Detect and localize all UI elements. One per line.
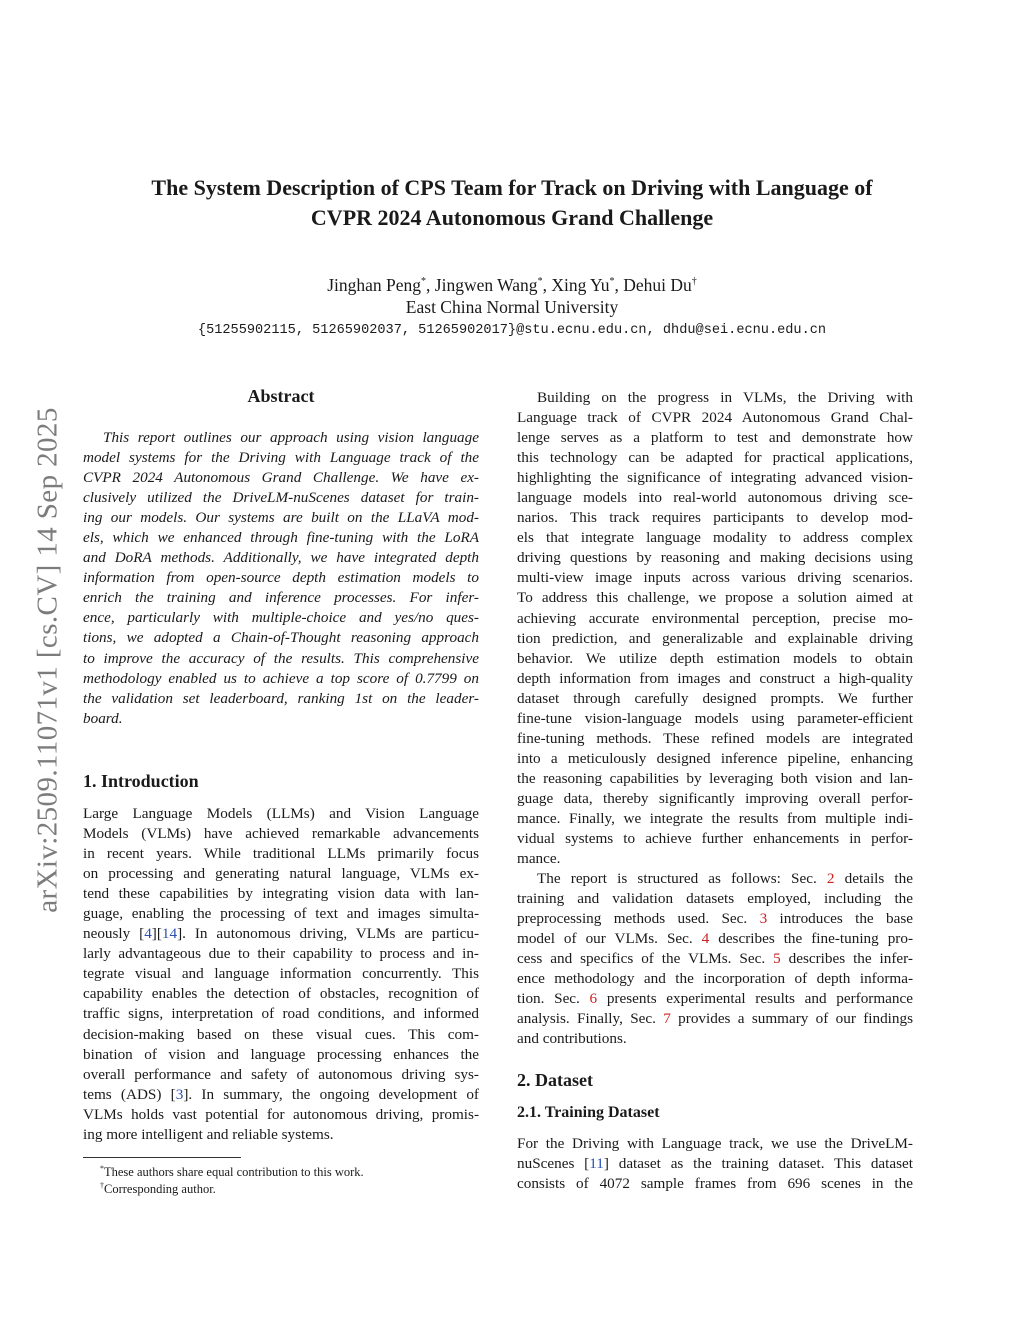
section-link[interactable]: 4 [701,930,710,948]
footnote-corresponding-author [100,1178,216,1197]
author-name: Dehui Du [623,274,692,295]
text-line: highlighting the significance of integrating advanced vision- [517,469,913,487]
text-line: traffic signs, interpretation of road conditions, and informed [83,1005,479,1023]
text-line: bination of vision and language processing enhances the [83,1045,479,1063]
text-line: Models (VLMs) have achieved remarkable advancements [83,825,479,843]
section-heading-introduction: 1. Introduction [83,771,199,791]
text-line: VLMs holds vast potential for autonomous driving, promis- [83,1105,479,1123]
text-line [517,989,913,1009]
footnote-divider [83,1157,241,1158]
author-emails: {51255902115, 51265902037, 51265902017}@stu.ecnu.edu.cn, dhdu@sei.ecnu.edu.cn [197,323,827,338]
text-line: For the Driving with Language track, we use the DriveLM- [517,1135,913,1152]
text-line: narios. This track requires participants to develop mod- [517,509,913,527]
citation-link[interactable]: 14 [161,925,178,943]
text-fragment: cess and specifics of the VLMs. Sec. [517,950,774,968]
introduction-body [83,804,479,1145]
citation-link[interactable]: 3 [175,1085,184,1103]
right-column-paragraph-2 [517,869,913,1049]
equal-contribution-mark: * [537,276,543,287]
section-link[interactable]: 7 [663,1010,671,1028]
corresponding-author-mark: † [691,276,697,287]
right-column-paragraph-1 [517,388,913,869]
text-line: the reasoning capabilities by leveraging both vision and lan- [517,769,913,787]
section-link[interactable]: 6 [589,990,598,1008]
text-line: on processing and generating natural language, VLMs ex- [83,865,479,883]
text-line: mance. Finally, we integrate the results from multiple indi- [517,809,913,827]
text-fragment: neously [ [83,925,145,943]
text-line: driving questions by reasoning and making decisions using [517,549,913,567]
text-fragment: analysis. Finally, Sec. [517,1010,664,1028]
text-fragment: introduces the base [767,910,913,928]
text-line: behavior. We utilize depth estimation models to obtain [517,649,913,667]
text-line: decision-making based on these visual cues. This com- [83,1025,479,1043]
text-line: in recent years. While traditional LLMs primarily focus [83,845,479,863]
citation-link[interactable]: 11 [589,1155,604,1173]
text-line: Language track of CVPR 2024 Autonomous Grand Chal- [517,409,913,427]
abstract-line: CVPR 2024 Autonomous Grand Challenge. We have ex- [83,469,479,487]
abstract-line: to improve the accuracy of the results. This comprehensive [83,649,479,667]
text-line [83,924,479,944]
abstract-line: methodology enabled us to achieve a top score of 0.7799 on [83,669,479,687]
affiliation: East China Normal University [405,297,619,317]
text-line [517,909,913,929]
text-fragment: tion. Sec. [517,990,590,1008]
text-line [83,1085,479,1105]
text-fragment: details the [834,870,913,887]
text-line: and contributions. [517,1030,627,1048]
text-fragment: describes the infer- [780,950,913,968]
paper-title [80,173,944,233]
section-link[interactable]: 5 [773,950,781,968]
text-line: ing more intelligent and reliable systems. [83,1125,334,1143]
text-fragment: tems (ADS) [ [83,1085,176,1103]
text-line: into a meticulously designed inference pipeline, enhancing [517,749,913,767]
abstract-line: model systems for the Driving with Language track of the [83,449,479,467]
text-fragment: ][ [151,925,162,943]
footnote-mark: * [100,1164,104,1173]
abstract-line: board. [83,709,123,727]
text-line: els that integrate language modality to address complex [517,529,913,547]
text-line: vidual systems to achieve further enhancements in perfor- [517,830,913,848]
author-name: Jingwen Wang [434,274,538,295]
abstract-line: the validation set leaderboard, ranking 1st on the leader- [83,689,479,707]
text-fragment: ] dataset as the training dataset. This dataset [603,1155,914,1173]
author-separator: , [426,274,435,295]
text-fragment: The report is structured as follows: Sec. [537,870,827,887]
footnote-text: These authors share equal contribution to this work. [104,1165,364,1180]
author-name: Xing Yu [551,274,610,295]
title-line-2: CVPR 2024 Autonomous Grand Challenge [310,205,714,230]
text-line: ence methodology and the incorporation of depth informa- [517,970,913,988]
text-line: To address this challenge, we propose a solution aimed at [517,589,913,607]
text-fragment: ]. In summary, the ongoing development of [183,1085,479,1103]
author-separator: , [614,274,624,295]
abstract-body [83,428,479,729]
arxiv-identifier-stamp: arXiv:2509.11071v1 [cs.CV] 14 Sep 2025 [31,407,64,913]
text-line: depth information from images and construct a high-quality [517,669,913,687]
text-line: Large Language Models (LLMs) and Vision Language [83,805,479,822]
text-line [517,1154,913,1174]
text-line: dataset through carefully designed prompts. We further [517,689,913,707]
abstract-line: This report outlines our approach using vision language [103,429,479,446]
author-name: Jinghan Peng [327,274,422,295]
text-line [517,869,913,889]
abstract-line: clusively utilized the DriveLM-nuScenes dataset for train- [83,489,479,507]
text-line: guage data, thereby significantly improving overall perfor- [517,789,913,807]
text-line: consists of 4072 sample frames from 696 scenes in the [517,1175,913,1193]
text-line: fine-tune vision-language models using parameter-efficient [517,709,913,727]
text-line: fine-tuning methods. These refined models are integrated [517,729,913,747]
text-line: tion prediction, and generalizable and explainable driving [517,629,913,647]
text-line: this technology can be adapted for practical applications, [517,449,913,467]
citation-link[interactable]: 4 [144,925,152,943]
text-line: tend these capabilities by integrating vision data with lan- [83,885,479,903]
section-heading-dataset: 2. Dataset [517,1070,593,1090]
equal-contribution-mark: * [609,276,615,287]
text-fragment: model of our VLMs. Sec. [517,930,702,948]
text-line [517,1009,913,1029]
abstract-line: els, which we enhanced through fine-tuning with the LoRA [83,529,479,547]
text-line: Building on the progress in VLMs, the Driving with [537,389,913,406]
text-fragment: nuScenes [ [517,1155,590,1173]
text-line: guage, enabling the processing of text and images simulta- [83,905,479,923]
text-line [517,929,913,949]
title-line-1: The System Description of CPS Team for Track on Driving with Language of [151,175,873,200]
text-line: achieving accurate environmental perception, precise mo- [517,609,913,627]
text-line: larly advantageous due to their capability to process and in- [83,945,479,963]
training-dataset-body [517,1134,913,1194]
text-line: capability enables the detection of obstacles, recognition of [83,985,479,1003]
text-fragment: describes the fine-tuning pro- [709,930,914,948]
footnote-text: Corresponding author. [104,1182,216,1197]
abstract-heading: Abstract [247,386,315,406]
section-link[interactable]: 2 [826,870,835,887]
author-list [80,270,944,297]
text-line: mance. [517,850,561,868]
text-line: language models into real-world autonomous driving sce- [517,489,913,507]
section-link[interactable]: 3 [759,910,768,928]
text-line: training and validation datasets employed, including the [517,890,913,908]
abstract-line: ence, particularly with multiple-choice and yes/no ques- [83,609,479,627]
text-fragment: provides a summary of our findings [670,1010,913,1028]
equal-contribution-mark: * [421,276,427,287]
text-line: lenge serves as a platform to test and demonstrate how [517,429,913,447]
subsection-heading-training-dataset: 2.1. Training Dataset [517,1104,660,1121]
abstract-line: information from open-source depth estimation models to [83,569,479,587]
text-line [517,949,913,969]
author-separator: , [542,274,552,295]
abstract-line: and DoRA methods. Additionally, we have integrated depth [83,549,479,567]
footnote-mark: † [100,1181,104,1190]
text-line: overall performance and safety of autonomous driving sys- [83,1065,479,1083]
abstract-line: enrich the training and inference processes. For infer- [83,589,479,607]
abstract-line: tions, we adopted a Chain-of-Thought reasoning approach [83,629,479,647]
text-fragment: presents experimental results and performance [597,990,913,1008]
text-fragment: ]. In autonomous driving, VLMs are particu- [177,925,479,943]
text-line: tegrate visual and language information concurrently. This [83,965,479,983]
abstract-line: ing our models. Our systems are built on the LLaVA mod- [83,509,479,527]
text-line: multi-view image inputs across various driving scenarios. [517,569,913,587]
text-fragment: preprocessing methods used. Sec. [517,910,760,928]
